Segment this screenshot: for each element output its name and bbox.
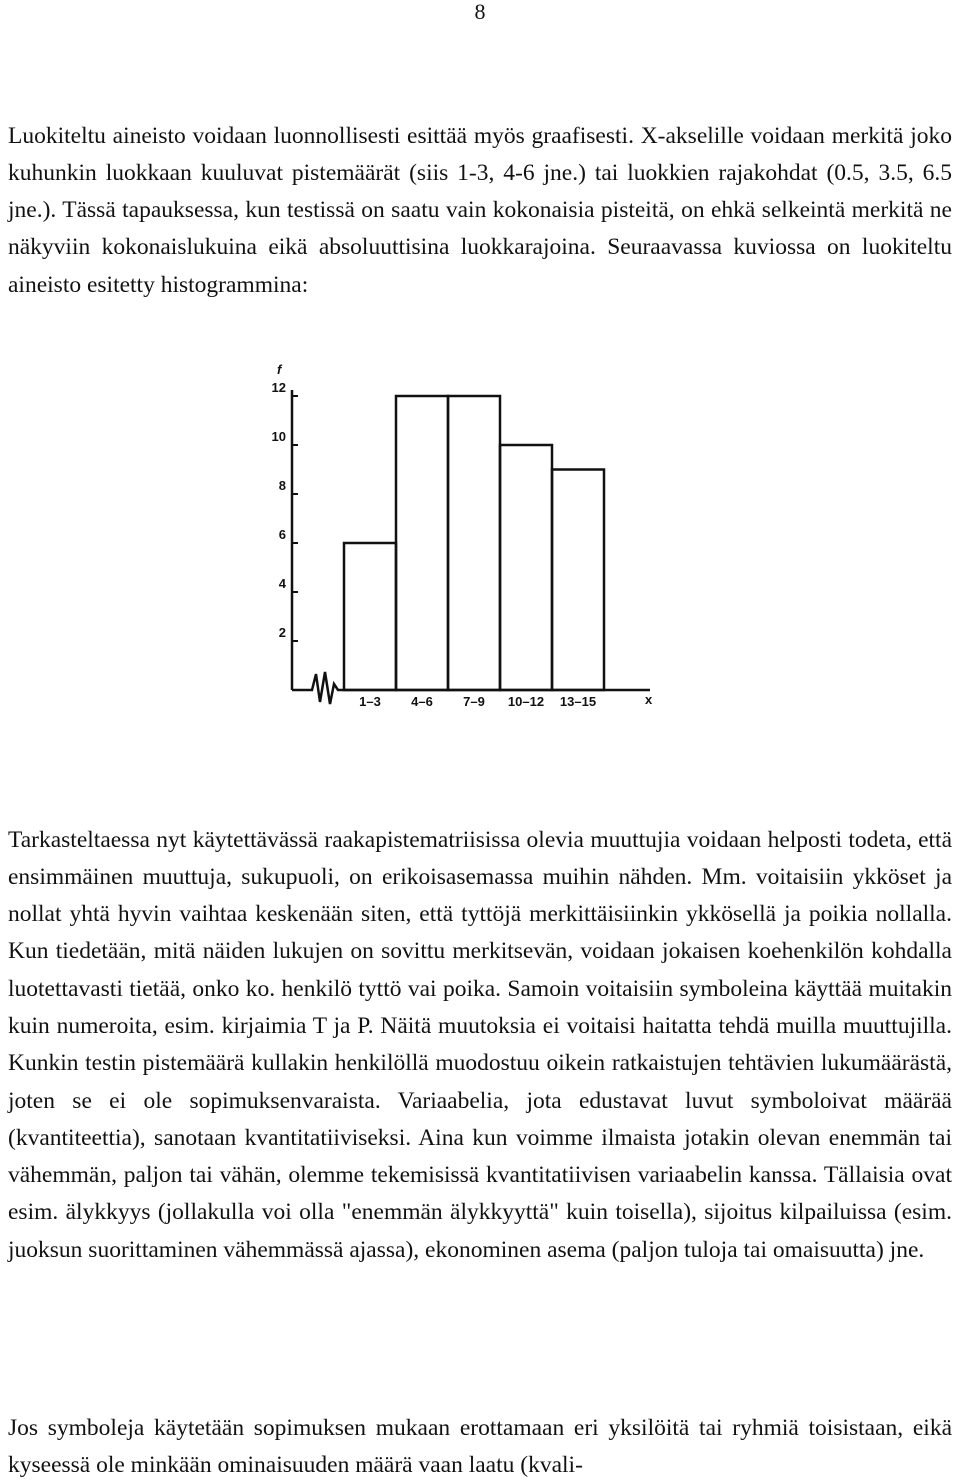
y-tick-label: 6: [279, 527, 286, 542]
histogram-figure: [250, 352, 680, 722]
histogram-bar: [344, 543, 396, 690]
axis-labels: [277, 362, 653, 707]
histogram-bar: [396, 396, 448, 690]
paragraph-intro: Luokiteltu aineisto voidaan luonnollisesti esittää myös graafisesti. X-akselille voidaan merkitä joko kuhunkin luokkaan kuuluvat pistemäärät (siis 1-3, 4-6 jne.) tai luokkien rajakohdat (0.5, 3.5, 6.5 jne.). Tässä tapauksessa, kun testissä on saatu vain kokonaisia pisteitä, on ehkä selkeintä merkitä ne näkyviin kokonaislukuina eikä absoluuttisina luokkarajoina. Seuraavassa kuviossa on luokiteltu aineisto esitetty histogrammina:: [8, 118, 952, 304]
x-tick-label: 1–3: [359, 694, 381, 709]
histogram-chart: [250, 352, 680, 722]
y-tick-label: 2: [279, 625, 286, 640]
x-tick-labels: [359, 694, 596, 709]
paragraph-symbols: Jos symboleja käytetään sopimuksen mukaan erottamaan eri yksilöitä tai ryhmiä toisistaan, eikä kyseessä ole minkään ominaisuuden määrä vaan laatu (kvali-: [8, 1410, 952, 1484]
histogram-bar: [448, 396, 500, 690]
x-tick-label: 13–15: [560, 694, 596, 709]
histogram-bar: [500, 445, 552, 690]
x-tick-label: 4–6: [411, 694, 433, 709]
y-axis-label: f: [277, 362, 283, 377]
y-tick-label: 8: [279, 478, 286, 493]
x-axis-label: x: [645, 692, 653, 707]
paragraph-variables: Tarkasteltaessa nyt käytettävässä raakapistematriisissa olevia muuttujia voidaan helposti todeta, että ensimmäinen muuttuja, sukupuoli, on erikoisasemassa muihin nähden. Mm. voitaisiin ykköset ja nollat yhtä hyvin vaihtaa keskenään siten, että tyttöjä merkittäisiinkin ykkösellä ja poikia nollalla. Kun tiedetään, mitä näiden lukujen on sovittu merkitsevän, voidaan jokaisen koehenkilön kohdalla luotettavasti tietää, onko ko. henkilö tyttö vai poika. Samoin voitaisiin symboleina käyttää muitakin kuin numeroita, esim. kirjaimia T ja P. Näitä muutoksia ei voitaisi haitatta tehdä muilla muuttujilla. Kunkin testin pistemäärä kullakin henkilöllä muodostuu oikein ratkaistujen tehtävien lukumäärästä, joten se ei ole sopimuksenvaraista. Variaabelia, jota edustavat luvut symboloivat määrää (kvantiteettia), sanotaan kvantitatiiviseksi. Aina kun voimme ilmaista jotakin olevan enemmän tai vähemmän, paljon tai vähän, olemme tekemisissä kvantitatiivisen variaabelin kanssa. Tällaisia ovat esim. älykkyys (jollakulla voi olla "enemmän älykkyyttä" kuin toisella), sijoitus kilpailuissa (esim. juoksun suorittaminen vähemmässä ajassa), ekonominen asema (paljon tuloja tai omaisuutta) jne.: [8, 822, 952, 1270]
x-tick-label: 7–9: [463, 694, 485, 709]
y-tick-label: 12: [272, 380, 286, 395]
y-ticks: [272, 380, 298, 641]
bars: [344, 396, 604, 690]
y-tick-label: 4: [279, 576, 287, 591]
page-number: 8: [0, 0, 960, 24]
y-tick-label: 10: [272, 429, 286, 444]
histogram-bar: [552, 470, 604, 691]
x-tick-label: 10–12: [508, 694, 544, 709]
axes: [292, 390, 650, 704]
